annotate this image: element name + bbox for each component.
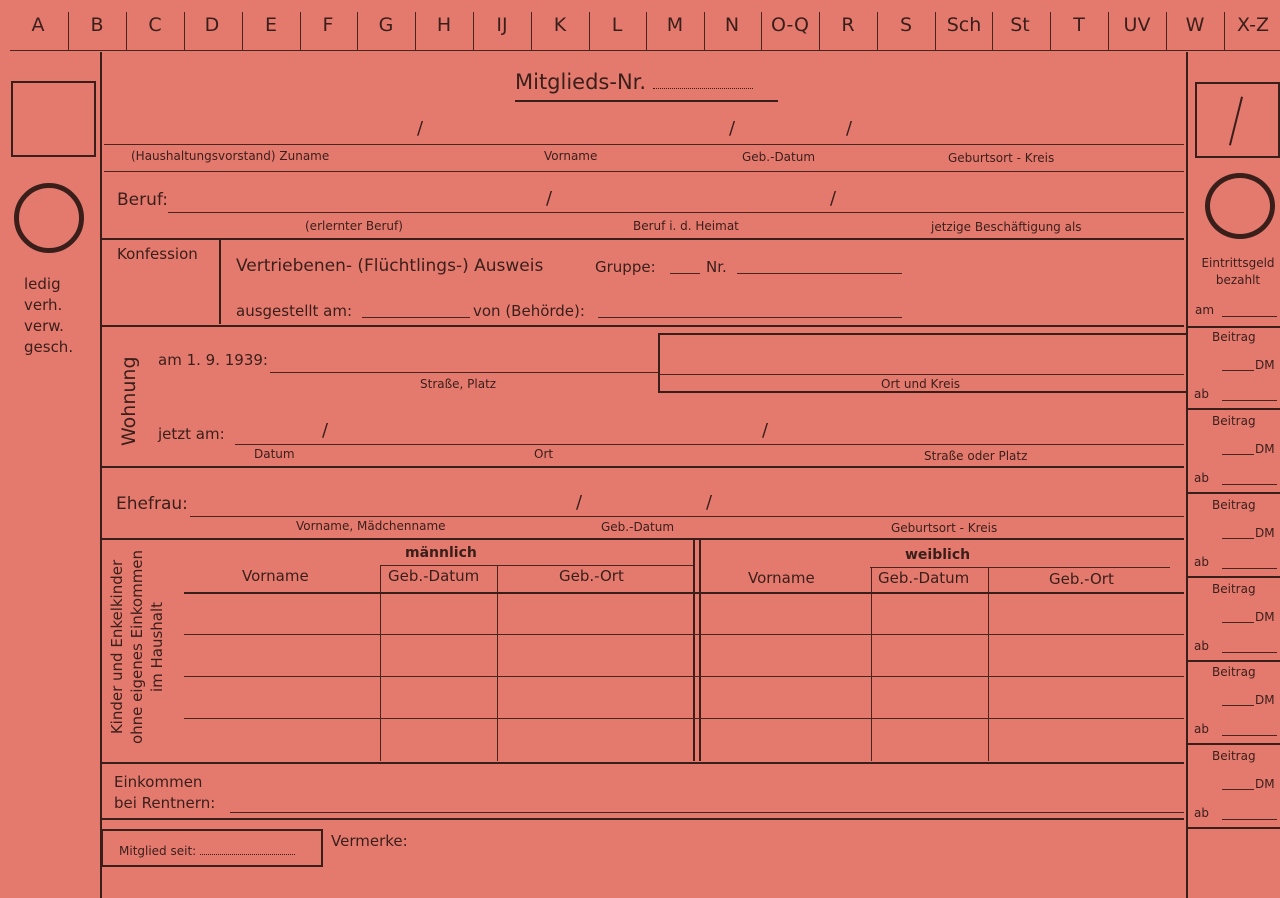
beitrag-line xyxy=(1222,370,1254,371)
label-geburtsort: Geburtsort - Kreis xyxy=(948,151,1055,165)
left-checkbox[interactable] xyxy=(11,81,96,157)
label-dm: DM xyxy=(1255,610,1275,624)
tab-f[interactable]: F xyxy=(322,14,334,36)
beitrag-line xyxy=(1222,454,1254,455)
label-ehefrau-vorname: Vorname, Mädchenname xyxy=(296,519,446,533)
label-dm: DM xyxy=(1255,358,1275,372)
status-gesch: gesch. xyxy=(24,338,74,356)
tab-sch[interactable]: Sch xyxy=(946,14,982,36)
ab-line xyxy=(1222,652,1277,653)
col-w-geb-ort: Geb.-Ort xyxy=(1049,570,1114,588)
beitrag-separator xyxy=(1188,492,1280,494)
tab-separator xyxy=(704,12,705,50)
label-wohnung: Wohnung xyxy=(118,356,140,446)
tab-separator xyxy=(68,12,69,50)
label-ehefrau-geb-datum: Geb.-Datum xyxy=(601,520,675,534)
status-verw: verw. xyxy=(24,317,64,335)
label-ab: ab xyxy=(1194,722,1209,736)
tab-separator xyxy=(415,12,416,50)
right-checkbox[interactable] xyxy=(1195,82,1280,158)
ab-line xyxy=(1222,735,1277,736)
tab-m[interactable]: M xyxy=(666,14,684,36)
label-ehefrau: Ehefrau: xyxy=(116,494,188,514)
label-ausgestellt: ausgestellt am: xyxy=(236,302,353,320)
label-strasse-oder-platz: Straße oder Platz xyxy=(924,449,1028,463)
label-erlernter-beruf: (erlernter Beruf) xyxy=(305,219,403,233)
tab-w[interactable]: W xyxy=(1185,14,1205,36)
tab-t[interactable]: T xyxy=(1073,14,1085,36)
label-beruf-heimat: Beruf i. d. Heimat xyxy=(633,219,739,233)
status-ledig: ledig xyxy=(24,275,61,293)
tab-separator xyxy=(184,12,185,50)
label-beitrag: Beitrag xyxy=(1212,414,1256,428)
label-ausweis-nr: Nr. xyxy=(706,258,727,276)
label-beruf: Beruf: xyxy=(117,190,168,210)
tab-k[interactable]: K xyxy=(553,14,567,36)
col-w-geb-datum: Geb.-Datum xyxy=(878,569,970,587)
tab-separator xyxy=(819,12,820,50)
tab-s[interactable]: S xyxy=(899,14,913,36)
ab-line xyxy=(1222,400,1277,401)
status-verh: verh. xyxy=(24,296,63,314)
label-ort-kreis: Ort und Kreis xyxy=(881,377,961,391)
label-beitrag: Beitrag xyxy=(1212,498,1256,512)
right-circle-icon xyxy=(1205,173,1275,239)
tab-separator xyxy=(1166,12,1167,50)
col-m-geb-ort: Geb.-Ort xyxy=(559,567,624,585)
label-ab: ab xyxy=(1194,806,1209,820)
label-ab: ab xyxy=(1194,387,1209,401)
tab-l[interactable]: L xyxy=(611,14,623,36)
tab-h[interactable]: H xyxy=(436,14,452,36)
ab-line xyxy=(1222,819,1277,820)
beitrag-separator xyxy=(1188,408,1280,410)
tab-separator xyxy=(1224,12,1225,50)
beitrag-separator xyxy=(1188,576,1280,578)
tab-separator xyxy=(1108,12,1109,50)
form-left-border xyxy=(100,52,102,898)
tab-separator xyxy=(531,12,532,50)
label-vorname: Vorname xyxy=(544,149,598,163)
label-eintrittsgeld: Eintrittsgeld bezahlt xyxy=(1201,256,1275,287)
label-maennlich: männlich xyxy=(405,545,477,561)
left-circle-icon xyxy=(14,183,84,253)
tab-e[interactable]: E xyxy=(264,14,277,36)
tab-separator xyxy=(589,12,590,50)
label-ort: Ort xyxy=(534,447,554,461)
tab-n[interactable]: N xyxy=(724,14,740,36)
label-am-1939: am 1. 9. 1939: xyxy=(158,351,268,369)
beitrag-line xyxy=(1222,789,1254,790)
label-ehefrau-geburtsort: Geburtsort - Kreis xyxy=(891,521,998,535)
tab-x-z[interactable]: X-Z xyxy=(1237,14,1269,36)
label-konfession: Konfession xyxy=(117,245,198,263)
col-w-vorname: Vorname xyxy=(748,569,815,587)
tab-separator xyxy=(242,12,243,50)
label-dm: DM xyxy=(1255,442,1275,456)
tab-d[interactable]: D xyxy=(204,14,220,36)
beitrag-line xyxy=(1222,705,1254,706)
label-beitrag: Beitrag xyxy=(1212,665,1256,679)
ab-line xyxy=(1222,484,1277,485)
beitrag-line xyxy=(1222,622,1254,623)
beitrag-separator xyxy=(1188,660,1280,662)
label-weiblich: weiblich xyxy=(905,547,971,563)
beitrag-separator xyxy=(1188,743,1280,745)
tab-a[interactable]: A xyxy=(31,14,45,36)
ab-line xyxy=(1222,568,1277,569)
tab-b[interactable]: B xyxy=(90,14,104,36)
tab-separator xyxy=(761,12,762,50)
label-ausweis: Vertriebenen- (Flüchtlings-) Ausweis xyxy=(236,256,544,276)
tab-separator xyxy=(357,12,358,50)
label-eintritt-am: am xyxy=(1195,303,1215,317)
tab-separator xyxy=(992,12,993,50)
label-zuname: (Haushaltungsvorstand) Zuname xyxy=(131,149,330,163)
tab-separator xyxy=(877,12,878,50)
label-gruppe: Gruppe: xyxy=(595,258,656,276)
form-right-border xyxy=(1186,52,1188,898)
tab-strip-baseline xyxy=(10,50,1280,51)
label-beitrag: Beitrag xyxy=(1212,749,1256,763)
tab-separator xyxy=(646,12,647,50)
tab-separator xyxy=(473,12,474,50)
label-kinder-side: Kinder und Enkelkinder ohne eigenes Einkommen im Haushalt xyxy=(108,549,166,745)
tab-r[interactable]: R xyxy=(841,14,855,36)
tab-o-q[interactable]: O-Q xyxy=(771,14,809,36)
tab-c[interactable]: C xyxy=(148,14,162,36)
title-underline xyxy=(515,100,778,102)
tab-separator xyxy=(1050,12,1051,50)
beitrag-line xyxy=(1222,538,1254,539)
tab-st[interactable]: St xyxy=(1010,14,1030,36)
tab-uv[interactable]: UV xyxy=(1123,14,1151,36)
beitrag-separator xyxy=(1188,827,1280,829)
label-dm: DM xyxy=(1255,777,1275,791)
label-beitrag: Beitrag xyxy=(1212,582,1256,596)
label-beitrag: Beitrag xyxy=(1212,330,1256,344)
label-datum: Datum xyxy=(254,447,295,461)
label-geb-datum: Geb.-Datum xyxy=(742,150,816,164)
label-ab: ab xyxy=(1194,555,1209,569)
label-behoerde: von (Behörde): xyxy=(473,302,585,320)
mitglied-seit-box[interactable] xyxy=(101,829,323,867)
tab-separator xyxy=(300,12,301,50)
member-number-field[interactable] xyxy=(515,70,753,94)
label-mitglied-seit: Mitglied seit: xyxy=(119,844,197,858)
marital-status-list xyxy=(24,274,73,358)
col-m-vorname: Vorname xyxy=(242,567,309,585)
label-jetzt-am: jetzt am: xyxy=(158,425,225,443)
col-m-geb-datum: Geb.-Datum xyxy=(388,567,480,585)
tab-g[interactable]: G xyxy=(378,14,394,36)
label-strasse-platz: Straße, Platz xyxy=(420,377,497,391)
label-dm: DM xyxy=(1255,693,1275,707)
tab-ij[interactable]: IJ xyxy=(496,14,508,36)
label-jetzige-beschaeftigung: jetzige Beschäftigung als xyxy=(931,220,1082,234)
label-ab: ab xyxy=(1194,639,1209,653)
label-einkommen: Einkommen bei Rentnern: xyxy=(114,773,216,812)
member-number-label: Mitglieds-Nr. xyxy=(515,70,647,94)
label-vermerke: Vermerke: xyxy=(331,832,408,850)
tab-separator xyxy=(126,12,127,50)
tab-separator xyxy=(935,12,936,50)
label-ab: ab xyxy=(1194,471,1209,485)
label-dm: DM xyxy=(1255,526,1275,540)
